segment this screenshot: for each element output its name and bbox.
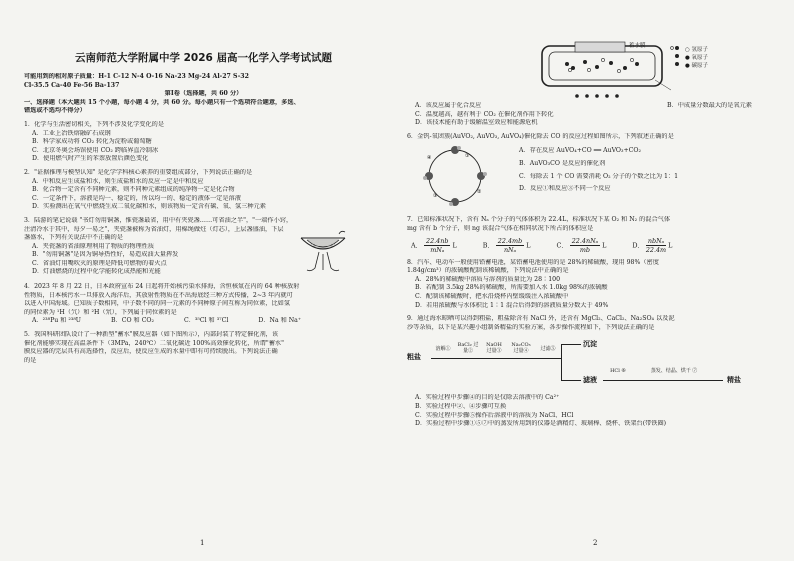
- membrane-label: 蓄水膜: [629, 43, 646, 49]
- page-number-left: 1: [200, 539, 205, 547]
- q5-option-c: C．温度越高，越有利于 CO₂ 在催化剂作用下转化: [415, 110, 554, 118]
- svg-text:④: ④: [427, 155, 432, 162]
- q2-option-d: D．实验测出在氧气中燃烧生成二氧化碳和水，则该物质一定含有碳、氧、氢三种元素: [32, 203, 266, 211]
- q3-option-c: C．省油灯用嘴吹灭的原理是降低可燃物的着火点: [32, 259, 167, 267]
- q4-option-a: A．²³⁸Pu 和 ²³⁸U: [32, 317, 82, 325]
- q7-option-a: A． $\frac{22.4nb}{\text{mNₐ}}$ L: [411, 236, 457, 254]
- question-4-line-1: 4．2023 年 8 月 22 日，日本政府宣布 24 日起将开始核污染水排海，含恒核氚在内的 64 种核放射: [24, 283, 300, 291]
- legend-carbon: ● 碳原子: [685, 63, 709, 69]
- exam-title: 云南师范大学附属中学 2026 届高一化学入学考试试题: [74, 52, 333, 64]
- q3-option-a: A．夹瓷盏的省油原理利用了物质的物理性质: [32, 242, 155, 250]
- q5-option-a: A．该反应属于化合反应: [415, 102, 482, 109]
- q6-option-d: D．反应①和反应③不同一个反应: [519, 185, 611, 193]
- flow-crude-salt: 粗盐: [407, 352, 421, 362]
- q6-option-b: B．AuVO₃CO 是反应的催化剂: [519, 159, 606, 167]
- q4-option-d: D．Na 和 Na⁺: [258, 317, 302, 325]
- question-3-line-1: 3．陆游的笔记说载 "书灯勿用铜盏，惟瓷盏最省，用中有夹瓷盏……可省油之半"，"一端作小窍，: [24, 216, 293, 224]
- legend-oxygen: ● 氧原子: [685, 55, 709, 61]
- page-number-right: 2: [593, 539, 598, 547]
- q8-option-d: D．若用浓硫酸与水体积比 1∶1 混合后得到的溶液质量分数大于 49%: [415, 301, 609, 309]
- q2-option-a: A．中和反应生成盐和水，则生成盐和水的反应一定是中和反应: [32, 177, 204, 185]
- question-5-line-1: 5．我国科研团队设计了一种新型"蓄水"膜反应器（如下图所示），内部封装了特定催化剂，该: [24, 331, 279, 339]
- flow-precipitate: 沉淀: [583, 339, 597, 349]
- flow-step-filter: 过滤⑤: [540, 346, 556, 353]
- flow-step-naoh: NaOH 过量③: [486, 342, 502, 355]
- question-2: 2．"证据推理与模型认知" 是化学学科核心素养的重要组成部分，下列说法正确的是: [24, 168, 253, 176]
- question-1: 1．化学与生活密切相关，下列不涉及化学变化的是: [24, 120, 165, 128]
- flow-step-dissolve: 溶解①: [435, 346, 451, 353]
- flow-step-bacl2: BaCl₂ 过量②: [457, 342, 479, 355]
- q1-option-d: D．使用燃气时产生的苯萘放置后颜色变化: [32, 155, 149, 163]
- q1-option-c: C．北京冬奥会场馆使用 CO₂ 跨临界直冷制冰: [32, 146, 159, 154]
- oil-lamp-figure: [293, 228, 353, 278]
- q1-option-b: B．科学家成功将 CO₂ 转化为淀粉或葡萄糖: [32, 138, 152, 146]
- question-3-line-3: 盏盛水，下列有关说法中不正确的是: [24, 234, 123, 242]
- flow-refined-salt: 精盐: [727, 375, 741, 385]
- q7-option-b: B． $\frac{22.4mb}{\text{nNₐ}}$ L: [482, 236, 531, 254]
- q6-option-a: A．存在反应 AuVO₄+CO ══ AuVO₃+CO₂: [519, 147, 641, 155]
- question-4-line-4: 的同位素为 ¹H（氕）和 ²H（氘），下列属于同位素的是: [24, 308, 177, 316]
- question-8-line-2: 1.84g/cm³）的浓硫酸配制该稀硫酸，下列说法中正确的是: [407, 267, 569, 275]
- legend-hydrogen: ○ 氢原子: [685, 47, 709, 53]
- q9-option-a: A．实验过程中步骤④的目的是仅除去溶液中的 Ca²⁺: [415, 394, 560, 402]
- question-4-line-3: 以进入中国海域。已知质子数相同，中子数不同的同一元素的不同种原子间互称为同位素，比如氢: [24, 300, 291, 308]
- q8-option-b: B．若配制 3.5kg 28%的稀硫酸，所需要加入水 1.0kg 98%的浓硫酸: [415, 284, 608, 292]
- svg-text:②: ②: [477, 189, 482, 196]
- flow-step-evaporate: 蒸发、结晶、烘干 ⑦: [650, 368, 698, 375]
- q9-option-c: C．实验过程中步骤⑤操作后溶液中的溶质为 NaCl、HCl: [415, 411, 574, 419]
- svg-text:①: ①: [465, 153, 470, 160]
- catalytic-cycle-figure: [407, 141, 503, 211]
- flow-step-hcl: HCl ⑥: [610, 368, 626, 375]
- q1-option-a: A．工业上冶铁熔融矿石成钢: [32, 129, 111, 137]
- q4-option-c: C．³⁵Cl 和 ³⁷Cl: [183, 317, 229, 325]
- question-9-line-1: 9．通过海水晾晒可以得到粗盐，粗盐除含有 NaCl 外，还含有 MgCl₂、CaCl₂、Na₂SO₄ 以及泥: [407, 315, 675, 323]
- q8-option-c: C．配制该稀硫酸时，把水沿烧杯内壁缓缓注入浓硫酸中: [415, 292, 569, 300]
- flow-filtrate: 滤液: [583, 375, 597, 385]
- q2-option-b: B．化合物一定含有不同种元素，则不同种元素组成的纯净物一定是化合物: [32, 186, 235, 194]
- q2-option-c: C．一定条件下，溶液是均一、稳定的，所以均一的、稳定的液体一定是溶液: [32, 194, 241, 202]
- atomic-masses-line-1: 可能用到的相对原子质量：H-1 C-12 N-4 O-16 Na-23 Mg-24 Al-27 S-32: [24, 73, 249, 80]
- question-3-line-2: 注清冷水于其中，每夕一易之"，夹瓷盏被称为省油灯，用棉绳做炷（灯芯），上层盏盛油，下层: [24, 225, 284, 233]
- question-7-line-2: mg 含有 b 个分子，则 ng 该混合气体在相同状况下所占的体积应是: [407, 224, 594, 232]
- question-8-line-1: 8．汽车、电动车一般使用铅蓄电池，某铅蓄电池使用的是 28%的稀硫酸，现用 98%（密度: [407, 258, 659, 266]
- question-7-line-1: 7．已知标准状况下，含有 Nₐ 个分子的气体体积为 22.4L，标准状况下某 O₂ 和 N₂ 的混合气体: [407, 216, 671, 224]
- q6-option-c: C．每除去 1 个 CO 需要消耗 O₂ 分子的个数之比为 1：1: [519, 172, 679, 180]
- q9-option-b: B．实验过程中②、④步骤可互换: [415, 402, 507, 410]
- q3-option-b: B．"勿用铜盏"是因为铜导热性好，易造成油大量挥发: [32, 251, 179, 259]
- q4-option-b: B．CO 和 CO₂: [111, 317, 154, 325]
- q5-option-d: D．该技术能有助于缓解温室效应和能源危机: [415, 119, 538, 127]
- section-instructions-2: 错选或不选均不得分）: [24, 107, 86, 115]
- section-instructions-1: 一、选择题（本大题共 15 个小题，每小题 4 分，共 60 分。每小题只有一个选项符合题意，多选、: [24, 98, 300, 106]
- exam-page-right: [397, 0, 794, 561]
- q5-option-b: B．中成量分数最大的是氧元素: [667, 102, 752, 109]
- part-title: 第Ⅰ卷（选择题，共 60 分）: [164, 90, 243, 98]
- q3-option-d: D．灯油燃烧的过程中化学能转化成热能和光能: [32, 268, 161, 276]
- svg-text:③: ③: [433, 193, 438, 200]
- q7-option-c: C． $\frac{\text{22.4nNₐ}}{mb}$ L: [556, 236, 607, 254]
- q9-option-d: D．实验过程中步骤①⑤⑦中的蒸发所用到的仪器是酒精灯、玻璃棒、烧杯、铁架台(带铁圈): [415, 420, 667, 428]
- question-5-line-4: 的是: [24, 356, 37, 364]
- question-5-line-3: 膜反应器的完层具有高选择性，反应后，使反应生成的水量中即有可持续脱出。下列说法正确: [24, 348, 278, 356]
- question-9-line-2: 沙等杂质，以下是某兴趣小组制备精盐的实验方案，各步操作流程如下，下列说法正确的是: [407, 323, 655, 331]
- question-4-line-2: 性物质，日本核污水一旦排放入海洋后，其放射性物质在不出海底经三种方式传播，2~3 年内就可: [24, 291, 293, 299]
- q8-option-a: A．28%的稀硫酸中溶质与溶剂的质量比为 28∶100: [415, 275, 561, 283]
- question-6: 6．金钒-氧团簇(AuVO₂, AuVO₃, AuVO₄)催化除去 CO 的反应过程如图所示，下列叙述正确的是: [407, 132, 674, 140]
- atomic-masses-line-2: Cl-35.5 Ca-40 Fe-56 Ba-137: [24, 81, 120, 89]
- q7-option-d: D． $\frac{\text{nbNₐ}}{22.4m}$ L: [632, 236, 673, 254]
- flow-step-na2co3: Na₂CO₃ 过量④: [511, 342, 531, 355]
- question-5-line-2: 催化剂能够实现在高温条件下（3MPa，240℃）二氧化碳近 100%高效催化转化，所谓"蓄水": [24, 339, 284, 347]
- salt-purification-flowchart: [407, 336, 772, 394]
